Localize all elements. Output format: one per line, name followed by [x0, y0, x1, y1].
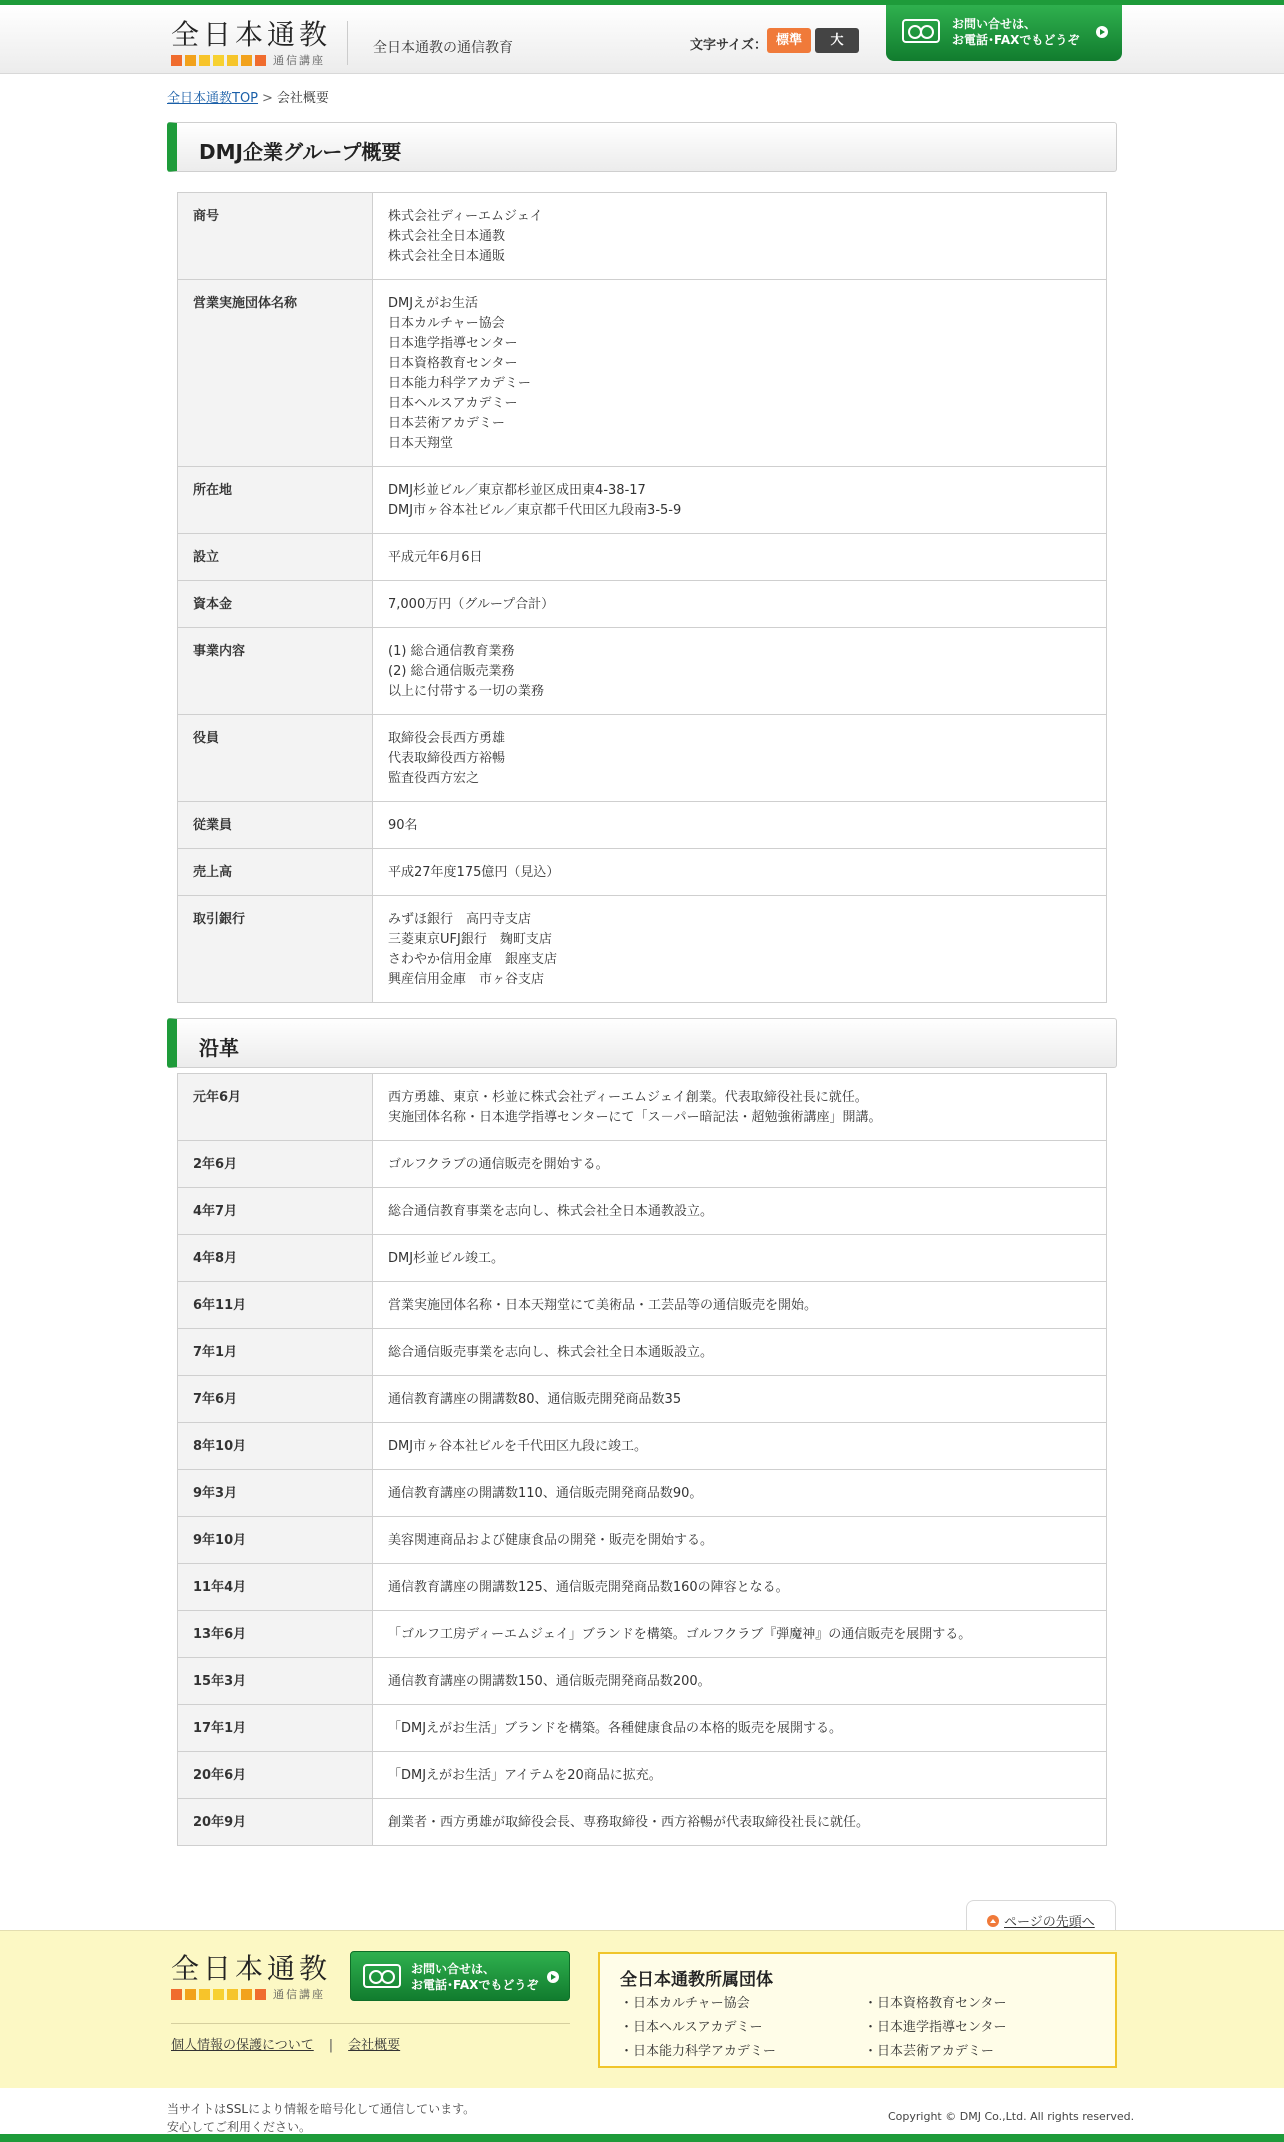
history-row	[178, 1611, 1107, 1658]
overview-row	[178, 628, 1107, 715]
row-value	[373, 1470, 1107, 1517]
value-line: 監査役西方宏之	[388, 771, 480, 786]
row-value	[373, 1188, 1107, 1235]
row-label: 事業内容	[178, 628, 373, 715]
overview-row	[178, 715, 1107, 802]
value-line: さわやか信用金庫 銀座支店	[388, 952, 558, 967]
row-label: 7年1月	[178, 1329, 373, 1376]
row-value	[373, 1376, 1107, 1423]
value-line: 7,000万円（グループ合計）	[388, 597, 555, 612]
value-line: 日本進学指導センター	[388, 336, 518, 351]
value-line: 営業実施団体名称・日本天翔堂にて美術品・工芸品等の通信販売を開始。	[388, 1298, 818, 1313]
value-line: 日本資格教育センター	[388, 356, 518, 371]
row-value	[373, 1141, 1107, 1188]
value-line: DMJえがお生活	[388, 296, 479, 311]
row-value	[373, 802, 1107, 849]
row-value	[373, 280, 1107, 467]
group-item[interactable]: ・日本ヘルスアカデミー	[620, 2020, 763, 2035]
site-logo[interactable]	[171, 18, 332, 67]
value-line: DMJ市ヶ谷本社ビルを千代田区九段に竣工。	[388, 1439, 648, 1454]
history-row	[178, 1470, 1107, 1517]
logo-squares	[171, 55, 269, 66]
group-item[interactable]: ・日本進学指導センター	[864, 2020, 1007, 2035]
overview-row	[178, 896, 1107, 1003]
value-line: 日本ヘルスアカデミー	[388, 396, 518, 411]
row-value	[373, 849, 1107, 896]
history-row	[178, 1423, 1107, 1470]
logo-square	[241, 1989, 252, 2000]
row-value	[373, 896, 1107, 1003]
value-line: 通信教育講座の開講数150、通信販売開発商品数200。	[388, 1674, 711, 1689]
affiliated-groups-title: 全日本通教所属団体	[620, 1970, 773, 1990]
contact-button[interactable]	[886, 5, 1122, 61]
row-label: 設立	[178, 534, 373, 581]
logo-square	[255, 55, 266, 66]
value-line: 日本天翔堂	[388, 436, 454, 451]
value-line: 日本カルチャー協会	[388, 316, 505, 331]
breadcrumb	[167, 87, 329, 106]
arrow-up-icon	[987, 1915, 999, 1927]
history-row	[178, 1658, 1107, 1705]
value-line: DMJ市ヶ谷本社ビル／東京都千代田区九段南3-5-9	[388, 503, 682, 518]
value-line: 株式会社全日本通販	[388, 249, 506, 264]
row-value	[373, 1752, 1107, 1799]
row-label: 元年6月	[178, 1074, 373, 1141]
free-dial-icon	[902, 19, 940, 43]
row-value	[373, 1705, 1107, 1752]
affiliated-groups-box	[598, 1952, 1117, 2068]
row-value	[373, 1799, 1107, 1846]
arrow-right-icon	[547, 1971, 559, 1983]
value-line: ゴルフクラブの通信販売を開始する。	[388, 1157, 609, 1172]
history-heading	[167, 1018, 1117, 1068]
footer-logo[interactable]	[171, 1953, 331, 2000]
history-row	[178, 1329, 1107, 1376]
row-value	[373, 1658, 1107, 1705]
value-line: 興産信用金庫 市ヶ谷支店	[388, 972, 545, 987]
breadcrumb-home-link[interactable]: 全日本通教TOP	[167, 91, 259, 106]
overview-heading	[167, 122, 1117, 172]
value-line: 「DMJえがお生活」ブランドを構築。各種健康食品の本格的販売を展開する。	[388, 1721, 843, 1736]
value-line: (1) 総合通信教育業務	[388, 644, 515, 659]
row-value	[373, 1564, 1107, 1611]
logo-square	[171, 55, 182, 66]
row-value	[373, 534, 1107, 581]
row-label: 13年6月	[178, 1611, 373, 1658]
history-row	[178, 1799, 1107, 1846]
history-row	[178, 1141, 1107, 1188]
value-line: 創業者・西方勇雄が取締役会長、専務取締役・西方裕暢が代表取締役社長に就任。	[388, 1815, 870, 1830]
value-line: 通信教育講座の開講数80、通信販売開発商品数35	[388, 1392, 682, 1407]
overview-row	[178, 802, 1107, 849]
privacy-policy-link[interactable]: 個人情報の保護について	[171, 2038, 314, 2053]
font-size-normal-button[interactable]: 標準	[767, 28, 811, 53]
row-label: 17年1月	[178, 1705, 373, 1752]
bottom-accent-bar	[0, 2134, 1284, 2142]
row-label: 商号	[178, 193, 373, 280]
footer-contact-text: お問い合せは、 お電話･FAXでもどうぞ	[411, 1962, 539, 1992]
arrow-right-icon	[1096, 26, 1108, 38]
logo-square	[199, 1989, 210, 2000]
row-label: 6年11月	[178, 1282, 373, 1329]
logo-square	[185, 1989, 196, 2000]
row-label: 取引銀行	[178, 896, 373, 1003]
footer-divider	[171, 2023, 570, 2024]
site-footer	[0, 1930, 1284, 2088]
breadcrumb-current: 会社概要	[276, 91, 329, 106]
footer-logo-subline	[171, 1988, 331, 2000]
logo-square	[241, 55, 252, 66]
row-label: 従業員	[178, 802, 373, 849]
history-row	[178, 1517, 1107, 1564]
logo-text: 全日本通教	[171, 18, 332, 51]
history-row	[178, 1074, 1107, 1141]
row-label: 4年7月	[178, 1188, 373, 1235]
history-row	[178, 1705, 1107, 1752]
value-line: 平成元年6月6日	[388, 550, 483, 565]
page-top-label: ページの先頭へ	[1004, 1915, 1095, 1930]
logo-square	[199, 55, 210, 66]
row-label: 9年10月	[178, 1517, 373, 1564]
row-value	[373, 628, 1107, 715]
row-label: 営業実施団体名称	[178, 280, 373, 467]
row-value	[373, 1329, 1107, 1376]
company-overview-link[interactable]: 会社概要	[348, 2038, 401, 2053]
site-header	[0, 5, 1284, 74]
row-label: 20年9月	[178, 1799, 373, 1846]
overview-row	[178, 534, 1107, 581]
font-size-large-button[interactable]: 大	[815, 28, 859, 53]
row-label: 8年10月	[178, 1423, 373, 1470]
overview-row	[178, 849, 1107, 896]
value-line: 通信教育講座の開講数125、通信販売開発商品数160の陣容となる。	[388, 1580, 789, 1595]
value-line: 西方勇雄、東京・杉並に株式会社ディーエムジェイ創業。代表取締役社長に就任。	[388, 1090, 868, 1105]
overview-row	[178, 193, 1107, 280]
group-item[interactable]: ・日本芸術アカデミー	[864, 2044, 994, 2059]
history-row	[178, 1282, 1107, 1329]
value-line: 総合通信販売事業を志向し、株式会社全日本通販設立。	[388, 1345, 714, 1360]
overview-title: DMJ企業グループ概要	[199, 140, 402, 164]
logo-square	[213, 1989, 224, 2000]
row-value	[373, 715, 1107, 802]
history-row	[178, 1188, 1107, 1235]
row-value	[373, 467, 1107, 534]
row-value	[373, 581, 1107, 628]
row-value	[373, 1517, 1107, 1564]
history-row	[178, 1564, 1107, 1611]
group-item[interactable]: ・日本資格教育センター	[864, 1996, 1007, 2011]
row-label: 7年6月	[178, 1376, 373, 1423]
ssl-notice: 当サイトはSSLにより情報を暗号化して通信しています。 安心してご利用ください。	[167, 2102, 476, 2134]
value-line: 三菱東京UFJ銀行 麹町支店	[388, 932, 552, 947]
value-line: 「DMJえがお生活」アイテムを20商品に拡充。	[388, 1768, 662, 1783]
row-value	[373, 1235, 1107, 1282]
contact-button-text: お問い合せは、 お電話･FAXでもどうぞ	[952, 17, 1080, 47]
row-value	[373, 1282, 1107, 1329]
logo-subline	[171, 54, 325, 67]
value-line: 日本芸術アカデミー	[388, 416, 505, 431]
value-line: 取締役会長西方勇雄	[388, 731, 506, 746]
copyright: Copyright © DMJ Co.,Ltd. All rights reserved.	[888, 2110, 1135, 2123]
footer-logo-squares	[171, 1989, 269, 2000]
value-line: 実施団体名称・日本進学指導センターにて「ス－パー暗記法・超勉強術講座」開講。	[388, 1110, 882, 1125]
history-title: 沿革	[199, 1036, 239, 1060]
value-line: 以上に付帯する一切の業務	[388, 684, 545, 699]
row-label: 所在地	[178, 467, 373, 534]
header-divider	[347, 21, 348, 65]
row-label: 2年6月	[178, 1141, 373, 1188]
row-label: 役員	[178, 715, 373, 802]
footer-logo-text: 全日本通教	[171, 1952, 332, 1985]
value-line: 株式会社ディーエムジェイ	[388, 209, 543, 224]
row-label: 15年3月	[178, 1658, 373, 1705]
footer-contact-button[interactable]	[350, 1951, 570, 2001]
history-table	[177, 1073, 1107, 1846]
value-line: 総合通信教育事業を志向し、株式会社全日本通教設立。	[388, 1204, 714, 1219]
bottom-bar	[0, 2088, 1284, 2134]
history-row	[178, 1752, 1107, 1799]
overview-row	[178, 280, 1107, 467]
value-line: みずほ銀行 高円寺支店	[388, 912, 532, 927]
logo-square	[227, 1989, 238, 2000]
overview-row	[178, 467, 1107, 534]
value-line: DMJ杉並ビル／東京都杉並区成田東4-38-17	[388, 483, 646, 498]
site-tagline: 全日本通教の通信教育	[373, 40, 513, 56]
history-row	[178, 1376, 1107, 1423]
footer-links	[171, 2034, 400, 2053]
overview-row	[178, 581, 1107, 628]
value-line: 株式会社全日本通教	[388, 229, 506, 244]
page-top-link[interactable]	[966, 1900, 1116, 1931]
row-value	[373, 1423, 1107, 1470]
row-label: 4年8月	[178, 1235, 373, 1282]
row-value	[373, 1611, 1107, 1658]
row-label: 資本金	[178, 581, 373, 628]
logo-sub-text: 通信講座	[273, 54, 325, 67]
history-row	[178, 1235, 1107, 1282]
row-label: 20年6月	[178, 1752, 373, 1799]
font-size-label: 文字サイズ：	[690, 38, 767, 53]
row-label: 売上高	[178, 849, 373, 896]
logo-square	[227, 55, 238, 66]
logo-square	[185, 55, 196, 66]
row-value	[373, 1074, 1107, 1141]
free-dial-icon	[363, 1964, 401, 1988]
row-label: 11年4月	[178, 1564, 373, 1611]
row-value	[373, 193, 1107, 280]
value-line: 「ゴルフ工房ディーエムジェイ」ブランドを構築。ゴルフクラブ『弾魔神』の通信販売を展開する。	[388, 1627, 972, 1642]
logo-square	[255, 1989, 266, 2000]
footer-logo-sub-text: 通信講座	[273, 1988, 325, 2001]
value-line: DMJ杉並ビル竣工。	[388, 1251, 505, 1266]
breadcrumb-separator: >	[262, 91, 273, 106]
value-line: 平成27年度175億円（見込）	[388, 865, 560, 880]
value-line: 通信教育講座の開講数110、通信販売開発商品数90。	[388, 1486, 703, 1501]
row-label: 9年3月	[178, 1470, 373, 1517]
overview-table	[177, 192, 1107, 1003]
group-item[interactable]: ・日本カルチャー協会	[620, 1996, 750, 2011]
value-line: 日本能力科学アカデミー	[388, 376, 531, 391]
value-line: 美容関連商品および健康食品の開発・販売を開始する。	[388, 1533, 714, 1548]
footer-link-separator: |	[328, 2038, 334, 2053]
logo-square	[213, 55, 224, 66]
logo-square	[171, 1989, 182, 2000]
value-line: 代表取締役西方裕暢	[388, 751, 506, 766]
group-item[interactable]: ・日本能力科学アカデミー	[620, 2044, 776, 2059]
value-line: (2) 総合通信販売業務	[388, 664, 515, 679]
value-line: 90名	[388, 818, 418, 833]
